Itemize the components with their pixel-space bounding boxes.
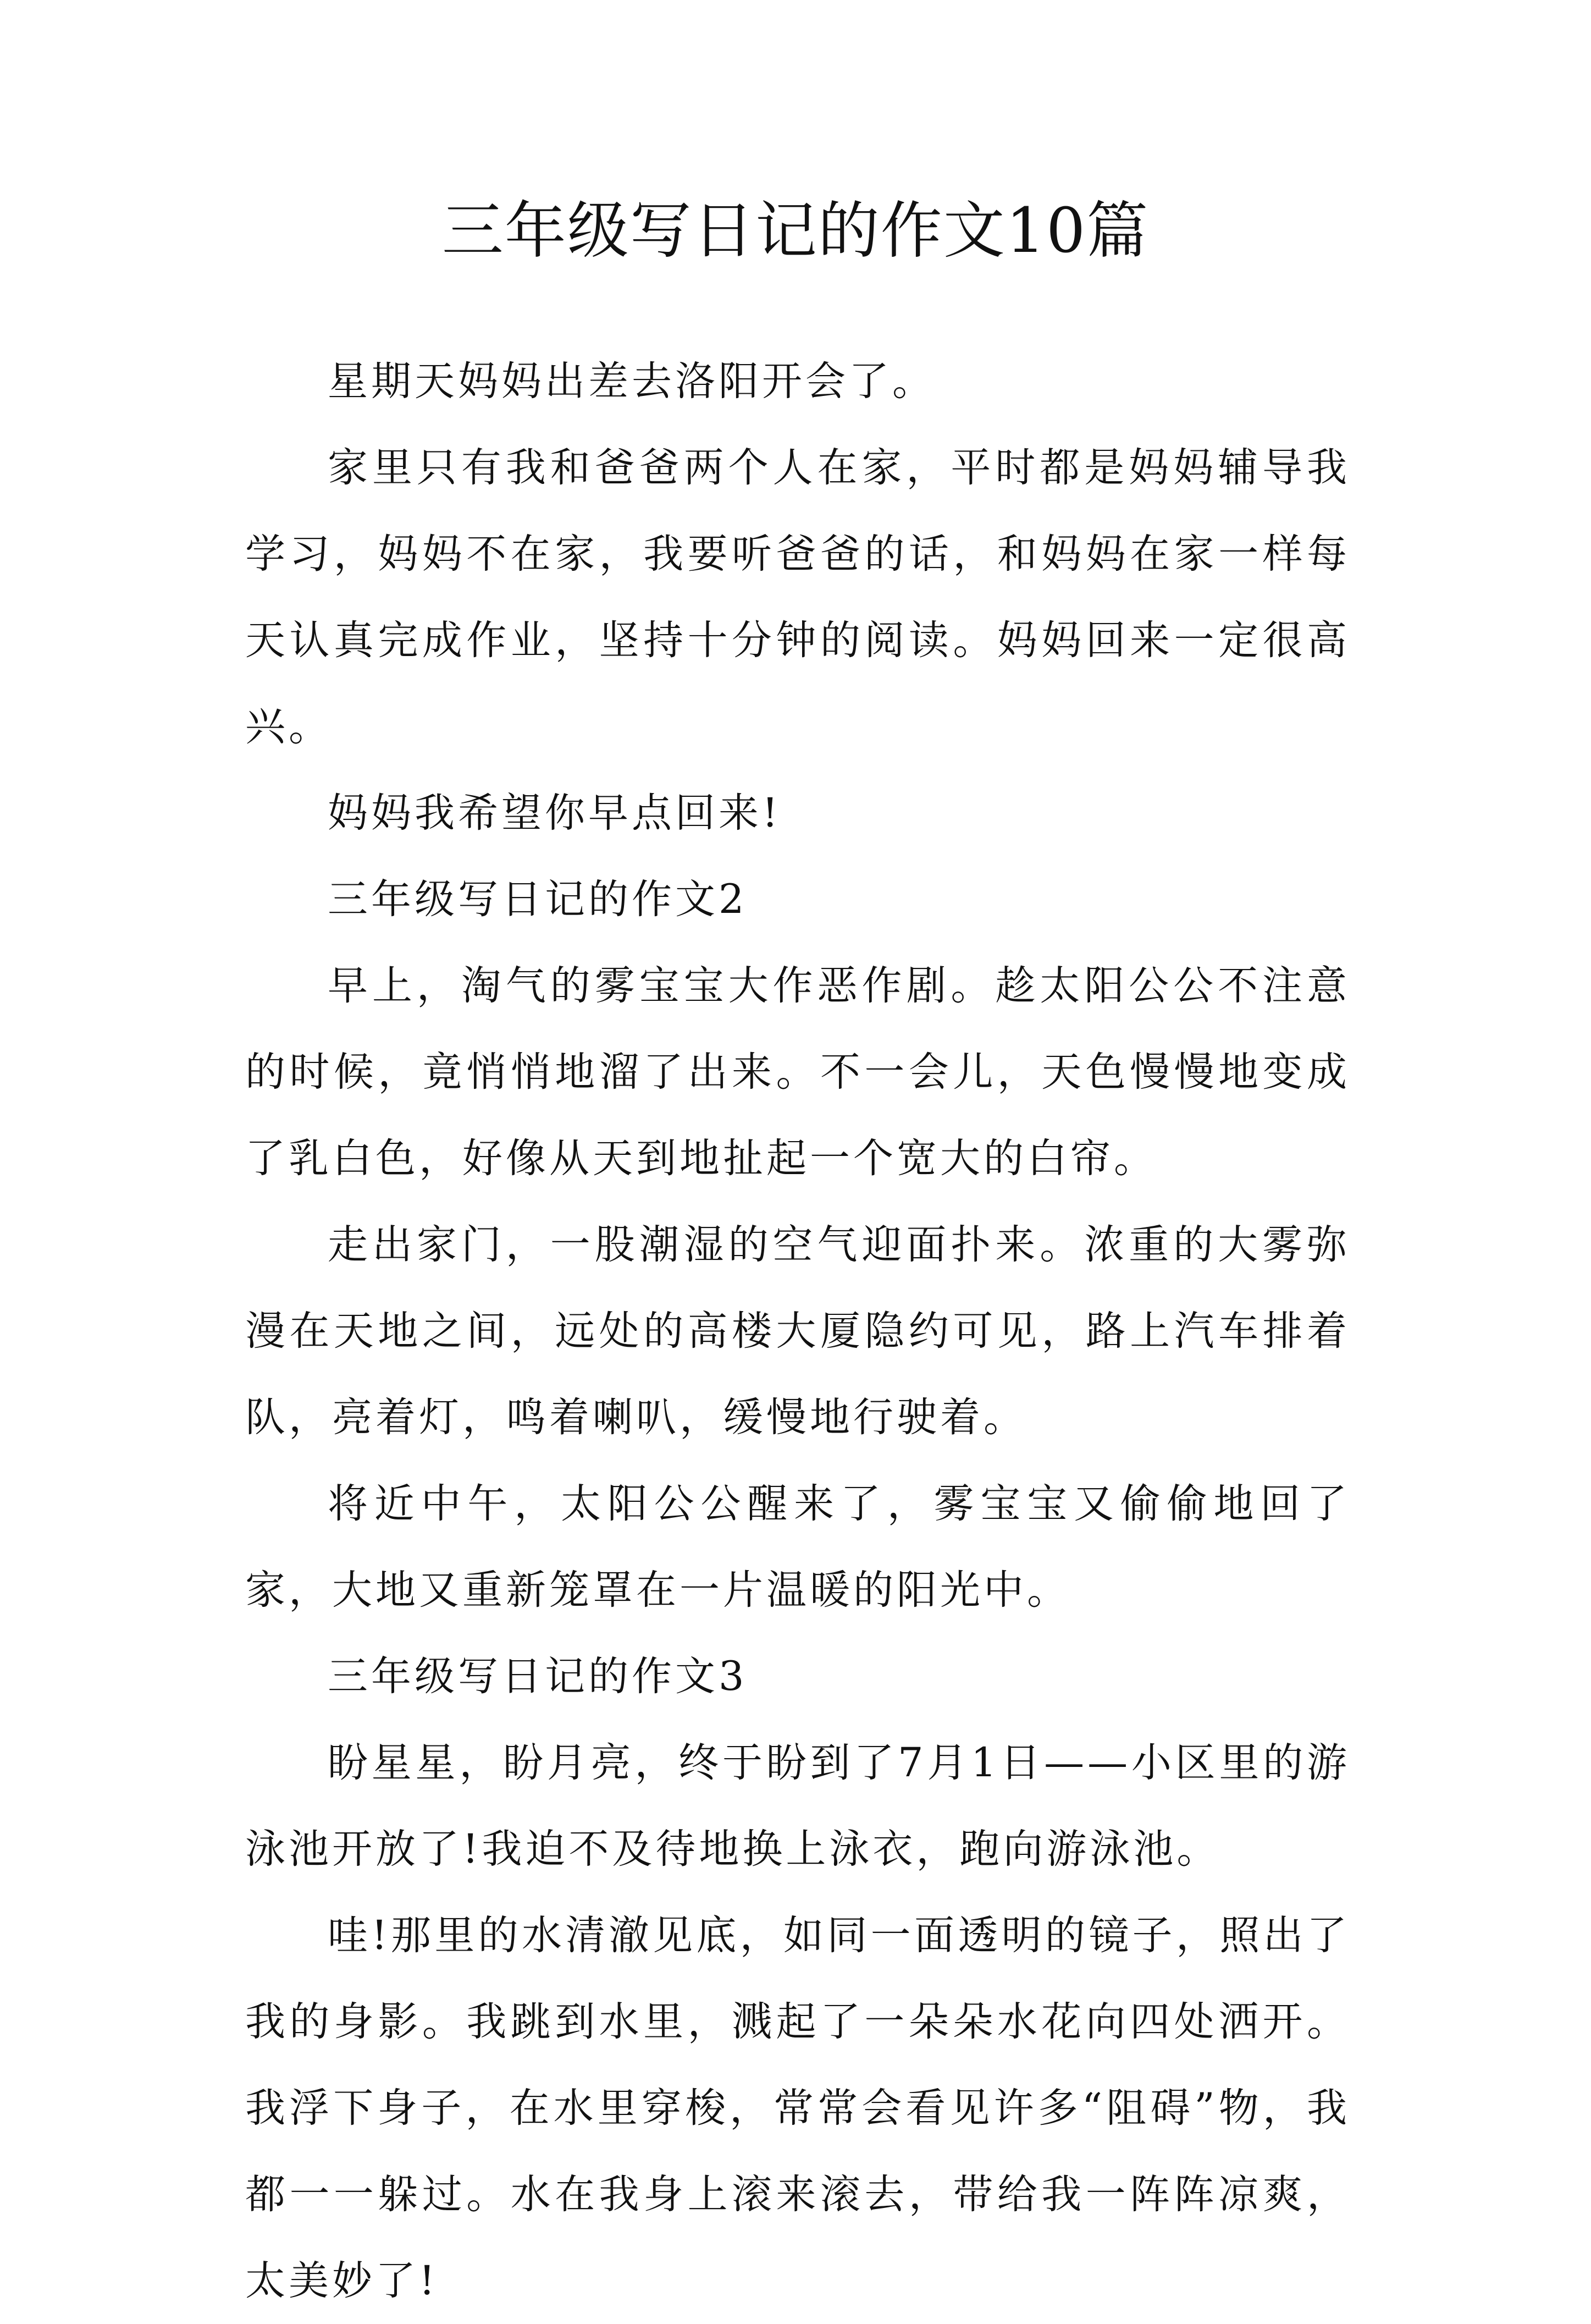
paragraph: 盼星星，盼月亮，终于盼到了7月1日——小区里的游泳池开放了!我迫不及待地换上泳衣，跑向游泳池。 [245,1739,1350,1873]
paragraph: 走出家门，一股潮湿的空气迎面扑来。浓重的大雾弥漫在天地之间，远处的高楼大厦隐约可见，路上汽车排着队，亮着灯，鸣着喇叭，缓慢地行驶着。 [245,1221,1350,1441]
paragraph: 将近中午，太阳公公醒来了，雾宝宝又偷偷地回了家，大地又重新笼罩在一片温暖的阳光中。 [245,1480,1350,1613]
paragraph: 星期天妈妈出差去洛阳开会了。 [328,358,936,405]
document-body [245,338,1350,2324]
section-heading: 三年级写日记的作文2 [328,876,748,923]
paragraph: 早上，淘气的雾宝宝大作恶作剧。趁太阳公公不注意的时候，竟悄悄地溜了出来。不一会儿，天色慢慢地变成了乳白色，好像从天到地扯起一个宽大的白帘。 [245,962,1350,1182]
paragraph: 哇!那里的水清澈见底，如同一面透明的镜子，照出了我的身影。我跳到水里，溅起了一朵朵水花向四处洒开。我浮下身子，在水里穿梭，常常会看见许多“阻碍”物，我都一一躲过。水在我身上滚来滚去，带给我一阵阵凉爽，太美妙了! [245,1912,1350,2304]
paragraph: 妈妈我希望你早点回来! [328,790,782,836]
document-title: 三年级写日记的作文10篇 [441,195,1150,267]
paragraph: 家里只有我和爸爸两个人在家，平时都是妈妈辅导我学习，妈妈不在家，我要听爸爸的话，和妈妈在家一样每天认真完成作业，坚持十分钟的阅读。妈妈回来一定很高兴。 [245,444,1350,750]
section-heading: 三年级写日记的作文3 [328,1653,748,1700]
